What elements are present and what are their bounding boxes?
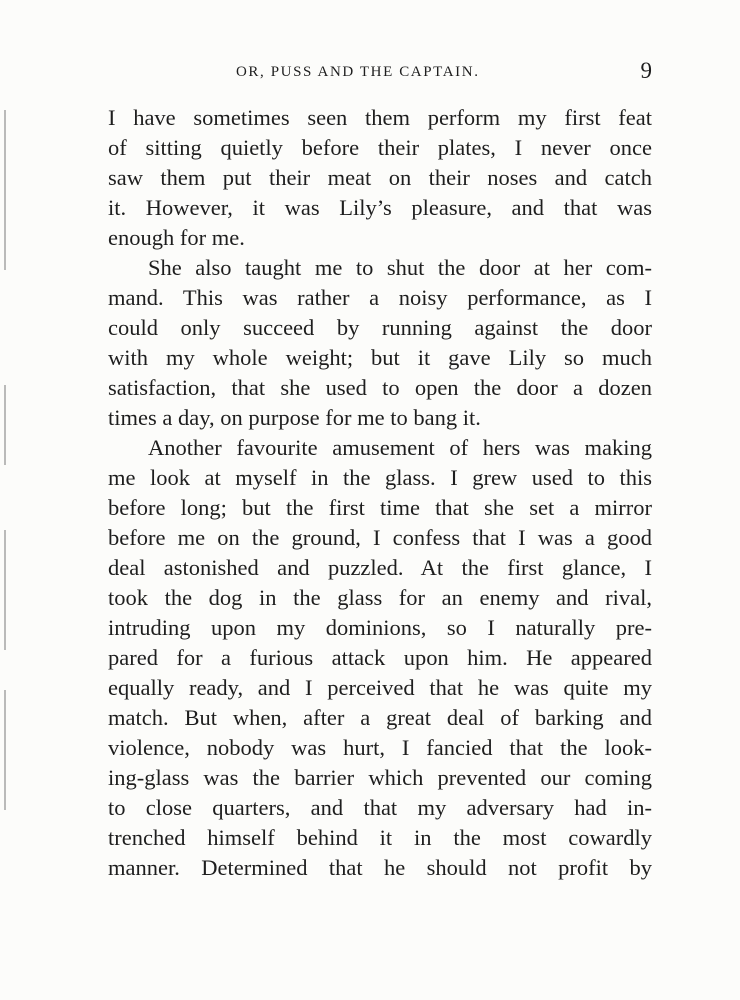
page-edge-mark (4, 690, 6, 810)
text-line: She also taught me to shut the door at her com- (148, 255, 652, 280)
page-edge-mark (4, 385, 6, 465)
text-line: enough for me. (108, 225, 245, 250)
text-line: manner. Determined that he should not profit by (108, 855, 652, 880)
text-line: deal astonished and puzzled. At the first glance, I (108, 555, 652, 580)
text-line: of sitting quietly before their plates, I never once (108, 135, 652, 160)
page-edge-mark (4, 530, 6, 650)
text-line: intruding upon my dominions, so I naturally pre- (108, 615, 652, 640)
text-line: took the dog in the glass for an enemy and rival, (108, 585, 652, 610)
text-line: before me on the ground, I confess that I was a good (108, 525, 652, 550)
text-line: it. However, it was Lily’s pleasure, and that was (108, 195, 652, 220)
page-number: 9 (640, 58, 652, 83)
text-line: I have sometimes seen them perform my first feat (108, 105, 652, 130)
text-line: Another favourite amusement of hers was making (148, 435, 652, 460)
text-line: equally ready, and I perceived that he was quite my (108, 675, 652, 700)
text-line: trenched himself behind it in the most cowardly (108, 825, 652, 850)
text-line: times a day, on purpose for me to bang it. (108, 405, 481, 430)
text-line: with my whole weight; but it gave Lily so much (108, 345, 652, 370)
running-head (108, 58, 652, 88)
text-line: mand. This was rather a noisy performance, as I (108, 285, 652, 310)
text-line: violence, nobody was hurt, I fancied that the look- (108, 735, 652, 760)
body-text (108, 103, 652, 883)
text-line: before long; but the first time that she set a mirror (108, 495, 652, 520)
text-line: pared for a furious attack upon him. He appeared (108, 645, 652, 670)
text-line: could only succeed by running against the door (108, 315, 652, 340)
text-line: satisfaction, that she used to open the door a dozen (108, 375, 652, 400)
text-line: to close quarters, and that my adversary had in- (108, 795, 652, 820)
text-line: me look at myself in the glass. I grew used to this (108, 465, 652, 490)
page-edge-mark (4, 110, 6, 270)
running-title: OR, PUSS AND THE CAPTAIN. (236, 64, 480, 80)
text-line: saw them put their meat on their noses and catch (108, 165, 652, 190)
text-line: ing-glass was the barrier which prevented our coming (108, 765, 652, 790)
text-line: match. But when, after a great deal of barking and (108, 705, 652, 730)
